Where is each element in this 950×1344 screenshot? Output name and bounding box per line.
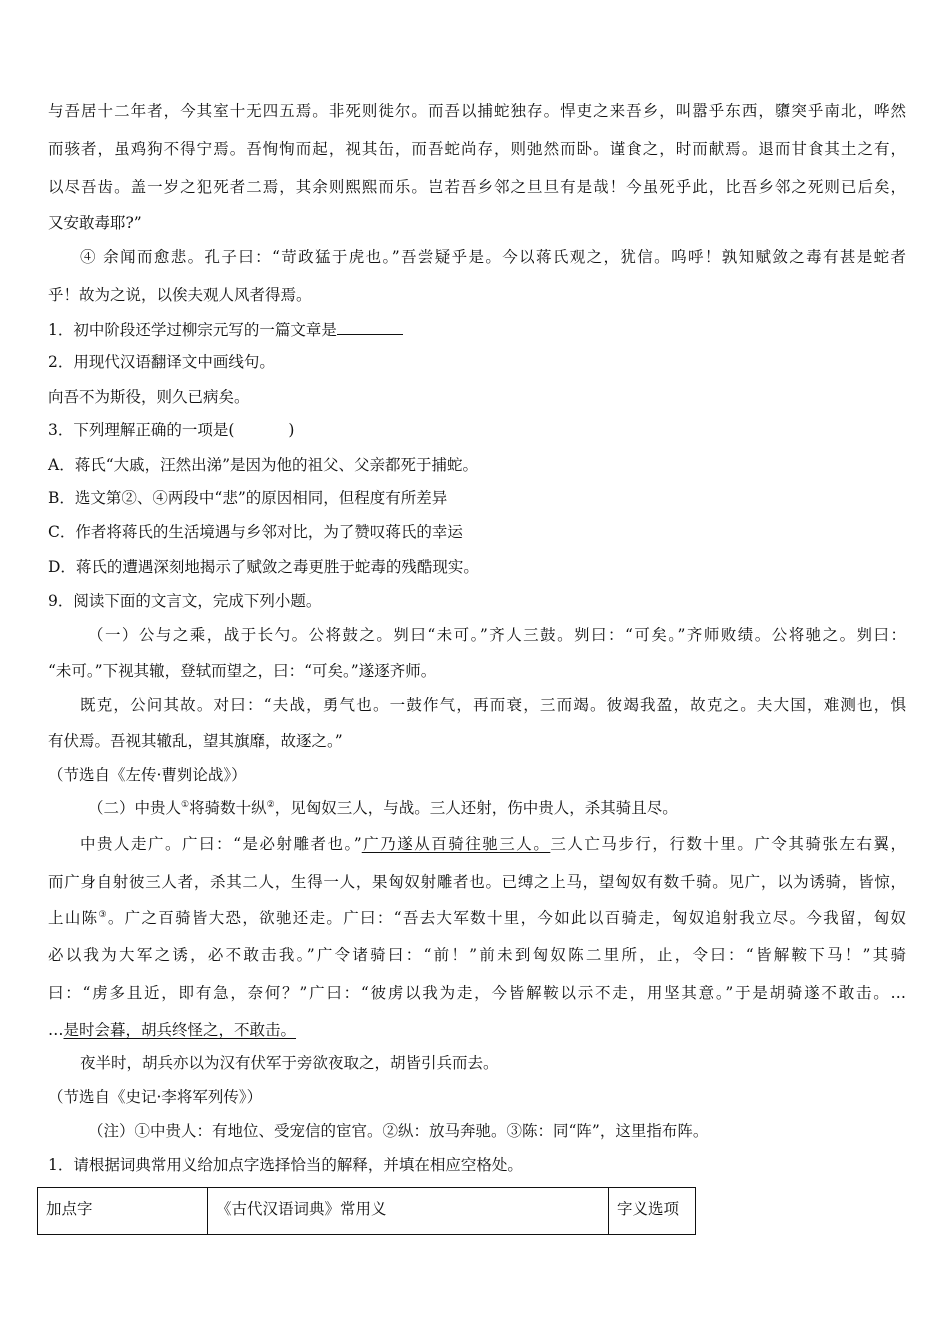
part2-text: （二）中贵人 — [88, 799, 182, 817]
part1-para2-line: 有伏焉。吾视其辙乱，望其旗靡，故逐之。” — [48, 732, 343, 750]
source-citation: （节选自《史记·李将军列传》） — [48, 1088, 263, 1106]
footnote-marker: ③ — [98, 909, 108, 920]
part2-line — [48, 1020, 906, 1040]
part1-para2-line: 既克，公问其故。对曰：“夫战，勇气也。一鼓作气，再而衰，三而竭。彼竭我盈，故克之。夫大国，难测也，惧 — [80, 696, 906, 714]
table-header: 加点字 — [38, 1188, 208, 1235]
passage-line: 而骇者，虽鸡狗不得宁焉。吾恂恂而起，视其缶，而吾蛇尚存，则弛然而卧。谨食之，时而献焉。退而甘食其土之有， — [48, 140, 906, 158]
underlined-sentence: 广乃遂从百骑往驰三人。 — [361, 835, 551, 853]
dictionary-table — [37, 1187, 696, 1235]
question-1 — [48, 318, 906, 340]
passage-line: 与吾居十二年者，今其室十无四五焉。非死则徙尔。而吾以捕蛇独存。悍吏之来吾乡，叫嚣乎东西，隳突乎南北，哗然 — [48, 102, 906, 120]
option-d: D．蒋氏的遭遇深刻地揭示了赋敛之毒更胜于蛇毒的残酷现实。 — [48, 558, 479, 576]
footnote-marker: ① — [181, 799, 190, 810]
part2-line: 曰：“虏多且近，即有急，奈何？”广曰：“彼虏以我为走，今皆解鞍以示不走，用坚其意。”于是胡骑遂不敢击。… — [48, 984, 906, 1002]
question-3-close: ) — [288, 421, 295, 439]
underlined-sentence: 是时会暮，胡兵终怪之，不敢击。 — [63, 1021, 297, 1039]
passage-line: 以尽吾齿。盖一岁之犯死者二焉，其余则熙熙而乐。岂若吾乡邻之旦旦有是哉！今虽死乎此，比吾乡邻之死则已后矣， — [48, 178, 906, 196]
part2-text: ，见匈奴三人，与战。三人还射，伤中贵人，杀其骑且尽。 — [274, 799, 678, 817]
part1-line: （一）公与之乘，战于长勺。公将鼓之。刿曰“未可。”齐人三鼓。刿曰：“可矣。”齐师败绩。公将驰之。刿曰： — [88, 626, 906, 644]
sub-question-1: 1．请根据词典常用义给加点字选择恰当的解释，并填在相应空格处。 — [48, 1156, 523, 1174]
option-a: A．蒋氏“大戚，汪然出涕”是因为他的祖父、父亲都死于捕蛇。 — [48, 456, 479, 474]
option-c: C．作者将蒋氏的生活境遇与乡邻对比，为了赞叹蒋氏的幸运 — [48, 523, 463, 541]
table-header: 字义选项 — [609, 1188, 696, 1235]
question-9-heading: 9．阅读下面的文言文，完成下列小题。 — [48, 592, 322, 610]
question-2: 2．用现代汉语翻译文中画线句。 — [48, 353, 275, 371]
part2-first-line — [88, 798, 906, 818]
part2-text: 。广之百骑皆大恐，欲驰还走。广曰：“吾去大军数十里，今如此以百骑走，匈奴追射我立尽。今我留，匈奴 — [107, 909, 906, 927]
part2-line — [48, 908, 906, 928]
part2-line: 必以我为大军之诱，必不敢击我。”广令诸骑曰：“前！”前未到匈奴陈二里所，止，令曰：“皆解鞍下马！”其骑 — [48, 946, 906, 964]
passage-para4-line: 乎！故为之说，以俟夫观人风者得焉。 — [48, 286, 312, 304]
part2-text: 中贵人走广。广曰：“是必射雕者也。” — [80, 835, 362, 853]
question-2-sentence: 向吾不为斯役，则久已病矣。 — [48, 388, 250, 406]
part2-para3: 夜半时，胡兵亦以为汉有伏军于旁欲夜取之，胡皆引兵而去。 — [80, 1054, 499, 1072]
part2-text: 上山陈 — [48, 909, 99, 927]
question-3-text: 3．下列理解正确的一项是( — [48, 421, 235, 439]
passage-para4-line: ④ 余闻而愈悲。孔子曰：“苛政猛于虎也。”吾尝疑乎是。今以蒋氏观之，犹信。呜呼！孰知赋敛之毒有甚是蛇者 — [80, 248, 906, 266]
question-1-text: 1．初中阶段还学过柳宗元写的一篇文章是 — [48, 321, 337, 339]
passage-line: 又安敢毒耶?” — [48, 214, 142, 232]
part2-line: 而广身自射彼三人者，杀其二人，生得一人，果匈奴射雕者也。已缚之上马，望匈奴有数千骑。见广，以为诱骑，皆惊， — [48, 873, 906, 891]
footnote-marker: ② — [266, 799, 275, 810]
part2-text: 将骑数十纵 — [189, 799, 267, 817]
part2-text: … — [48, 1021, 64, 1039]
option-b: B．选文第②、④两段中“悲”的原因相同，但程度有所差异 — [48, 489, 448, 507]
table-header: 《古代汉语词典》常用义 — [208, 1188, 609, 1235]
source-citation: （节选自《左传·曹刿论战》） — [48, 766, 247, 784]
table-row — [38, 1188, 696, 1235]
part2-line — [80, 834, 906, 854]
footnote-note: （注）①中贵人：有地位、受宠信的宦官。②纵：放马奔驰。③陈：同“阵”，这里指布阵。 — [88, 1122, 709, 1140]
part2-text: 三人亡马步行，行数十里。广令其骑张左右翼， — [550, 835, 906, 853]
question-3 — [48, 420, 906, 440]
part1-line: “未可。”下视其辙，登轼而望之，曰：“可矣。”遂逐齐师。 — [48, 662, 437, 680]
answer-blank[interactable] — [337, 318, 403, 335]
